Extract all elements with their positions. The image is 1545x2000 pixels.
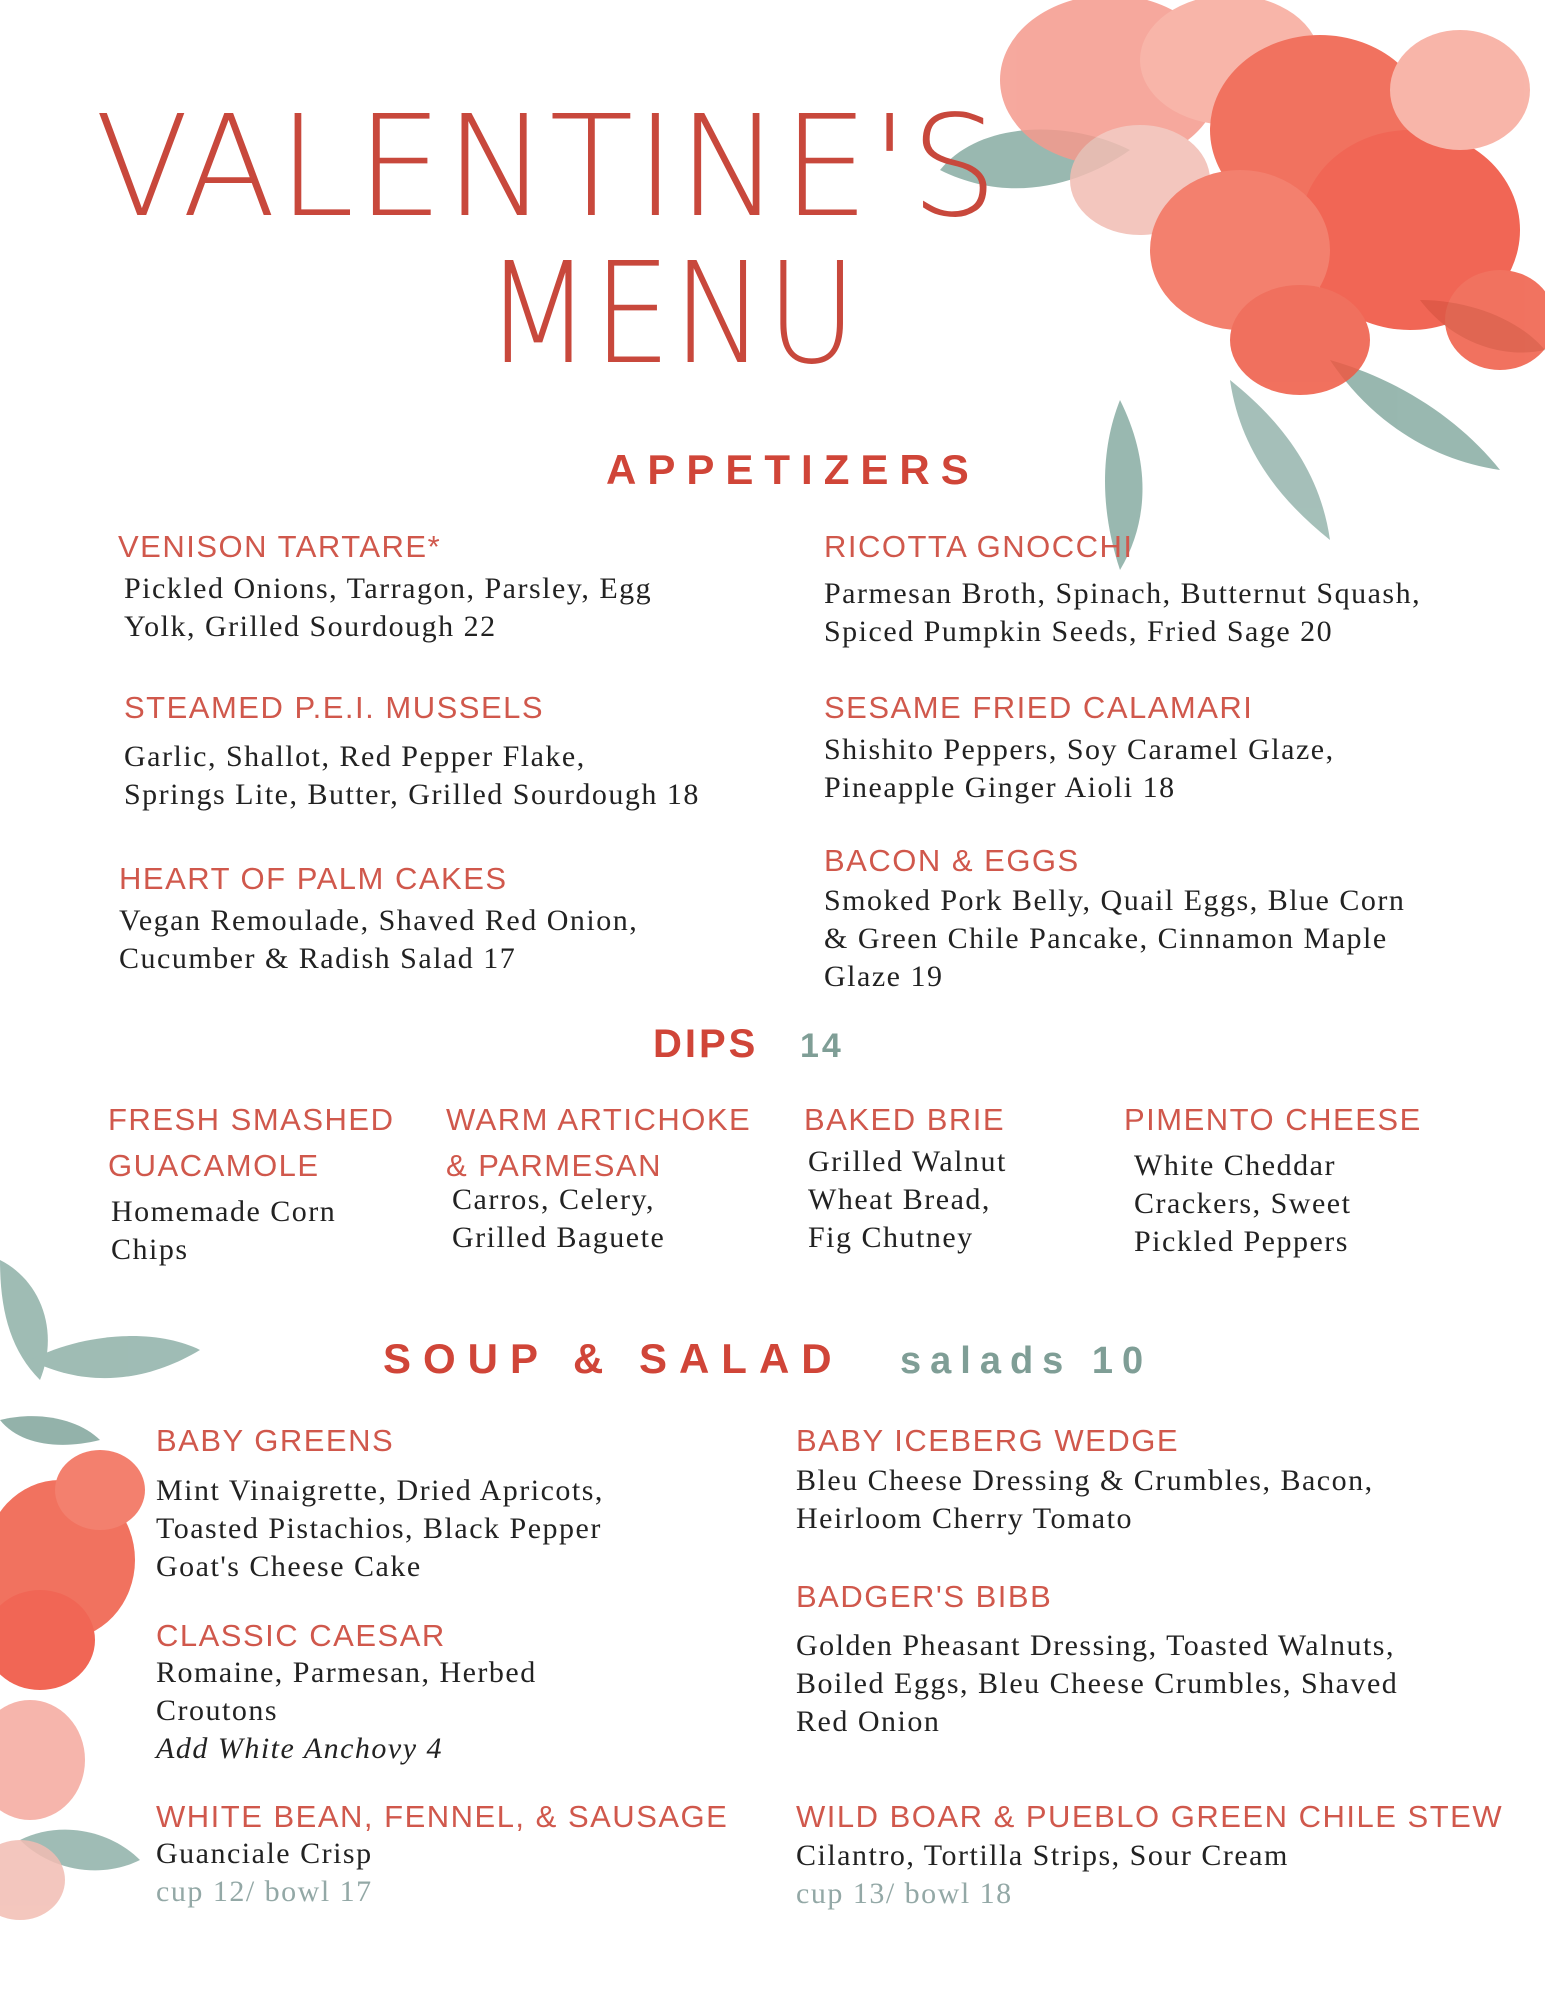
item-name: WARM ARTICHOKE & PARMESAN [446,1102,752,1183]
section-price-salads: salads 10 [900,1340,1153,1382]
item-price: cup 12/ bowl 17 [156,1875,373,1909]
menu-item [804,1097,1007,1257]
section-price-dips: 14 [800,1027,844,1065]
menu-title-line1: VALENTINE'S [95,86,1000,249]
item-name: HEART OF PALM CAKES [119,861,508,896]
menu-item [824,528,1421,651]
item-description: Grilled Walnut Wheat Bread, Fig Chutney [808,1145,1007,1254]
item-description: Mint Vinaigrette, Dried Apricots, Toasted Pistachios, Black Pepper Goat's Cheese Cake [156,1474,604,1584]
item-name: SESAME FRIED CALAMARI [824,690,1254,725]
item-description: White Cheddar Crackers, Sweet Pickled Peppers [1134,1149,1352,1258]
menu-item [824,842,1405,996]
section-heading-soup-salad: SOUP & SALAD [383,1335,844,1382]
item-description: Parmesan Broth, Spinach, Butternut Squash, Spiced Pumpkin Seeds, Fried Sage 20 [824,577,1422,649]
menu-item [156,1422,604,1586]
menu-title-line2: MENU [485,233,859,396]
item-description: Smoked Pork Belly, Quail Eggs, Blue Corn & Green Chile Pancake, Cinnamon Maple Glaze 19 [824,884,1406,994]
menu-item [1124,1097,1422,1261]
item-description: Shishito Peppers, Soy Caramel Glaze, Pineapple Ginger Aioli 18 [824,733,1335,805]
menu-item [124,689,700,814]
menu-item [824,689,1335,807]
menu-item [156,1617,537,1768]
menu-item [156,1798,728,1911]
item-description: Bleu Cheese Dressing & Crumbles, Bacon, Heirloom Cherry Tomato [796,1464,1374,1536]
item-description: Carros, Celery, Grilled Baguete [452,1183,666,1254]
menu-item [796,1578,1398,1741]
menu-item [118,528,652,646]
menu-item [108,1097,394,1269]
item-name: RICOTTA GNOCCHI [824,529,1134,564]
item-name: BADGER'S BIBB [796,1579,1053,1614]
item-description: Pickled Onions, Tarragon, Parsley, Egg Yolk, Grilled Sourdough 22 [124,572,653,644]
item-name: FRESH SMASHED GUACAMOLE [108,1102,395,1183]
item-name: STEAMED P.E.I. MUSSELS [124,690,545,725]
item-add-on-note: Add White Anchovy 4 [156,1732,444,1766]
item-name: WHITE BEAN, FENNEL, & SAUSAGE [156,1799,729,1834]
menu-item [119,860,638,978]
item-name: BAKED BRIE [804,1102,1006,1137]
item-price: cup 13/ bowl 18 [796,1877,1013,1911]
item-description: Golden Pheasant Dressing, Toasted Walnuts, Boiled Eggs, Bleu Cheese Crumbles, Shaved Red Onion [796,1629,1399,1739]
item-name: BABY GREENS [156,1423,395,1458]
menu-item [446,1097,751,1257]
item-name: WILD BOAR & PUEBLO GREEN CHILE STEW [796,1799,1504,1834]
item-description: Romaine, Parmesan, Herbed Croutons [156,1656,537,1728]
item-description: Cilantro, Tortilla Strips, Sour Cream [796,1839,1289,1873]
item-description: Guanciale Crisp [156,1837,373,1871]
item-description: Vegan Remoulade, Shaved Red Onion, Cucumber & Radish Salad 17 [119,904,639,976]
item-name: PIMENTO CHEESE [1124,1102,1422,1137]
menu-item [796,1422,1374,1538]
item-name: BABY ICEBERG WEDGE [796,1423,1180,1458]
section-heading-appetizers: APPETIZERS [606,446,980,493]
section-heading-dips: DIPS [653,1022,759,1066]
item-description: Garlic, Shallot, Red Pepper Flake, Springs Lite, Butter, Grilled Sourdough 18 [124,740,700,812]
item-name: VENISON TARTARE* [118,529,442,564]
item-name: BACON & EGGS [824,843,1080,878]
item-description: Homemade Corn Chips [111,1195,337,1266]
item-name: CLASSIC CAESAR [156,1618,446,1653]
menu-item [796,1798,1503,1913]
